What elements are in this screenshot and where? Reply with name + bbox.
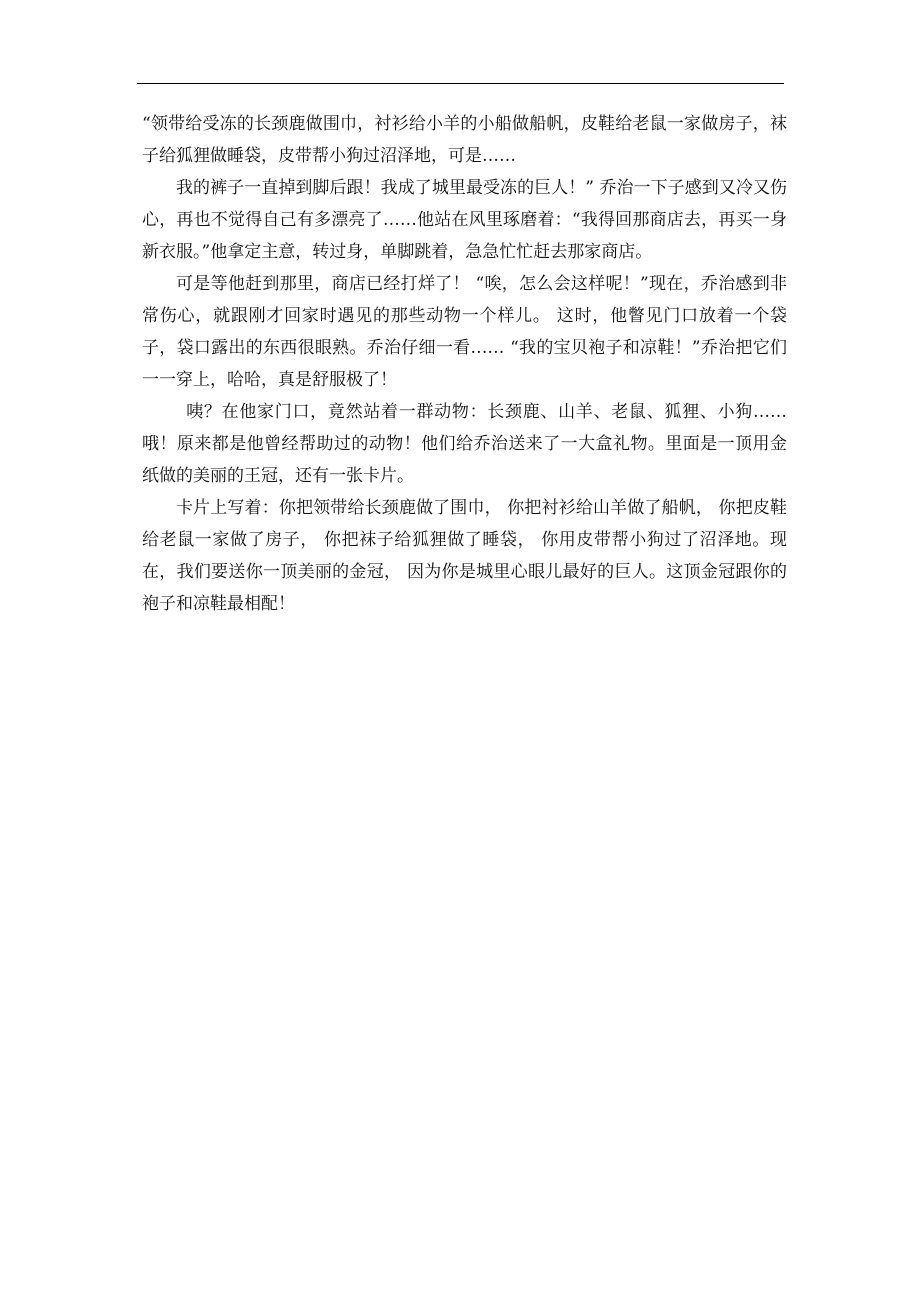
paragraph-4: 咦？在他家门口，竟然站着一群动物：长颈鹿、山羊、老鼠、狐狸、小狗……哦！原来都是他曾经帮助过的动物！他们给乔治送来了一大盒礼物。里面是一顶用金纸做的美丽的王冠，还有一张卡片。 bbox=[142, 402, 787, 486]
paragraph-3: 可是等他赶到那里，商店已经打烊了！ “唉，怎么会这样呢！”现在，乔治感到非常伤心，就跟刚才回家时遇见的那些动物一个样儿。 这时，他瞥见门口放着一个袋子，袋口露出的东西很眼熟。乔治仔细一看…… “我的宝贝袍子和凉鞋！”乔治把它们一一穿上，哈哈，真是舒服极了！ bbox=[142, 274, 787, 390]
paragraph-1: “领带给受冻的长颈鹿做围巾，衬衫给小羊的小船做船帆，皮鞋给老鼠一家做房子，袜子给狐狸做睡袋，皮带帮小狗过沼泽地，可是…… bbox=[142, 114, 787, 166]
header-rule bbox=[137, 83, 784, 84]
paragraph-2: 我的裤子一直掉到脚后跟！我成了城里最受冻的巨人！” 乔治一下子感到又冷又伤心，再也不觉得自己有多漂亮了……他站在风里琢磨着：“我得回那商店去，再买一身新衣服。”他拿定主意，转过身，单脚跳着，急急忙忙赶去那家商店。 bbox=[142, 178, 787, 262]
paragraph-5: 卡片上写着：你把领带给长颈鹿做了围巾， 你把衬衫给山羊做了船帆， 你把皮鞋给老鼠一家做了房子， 你把袜子给狐狸做了睡袋， 你用皮带帮小狗过了沼泽地。现在，我们要送你一顶美丽的金冠， 因为你是城里心眼儿最好的巨人。这顶金冠跟你的袍子和凉鞋最相配！ bbox=[142, 498, 787, 614]
document-body bbox=[142, 108, 787, 620]
